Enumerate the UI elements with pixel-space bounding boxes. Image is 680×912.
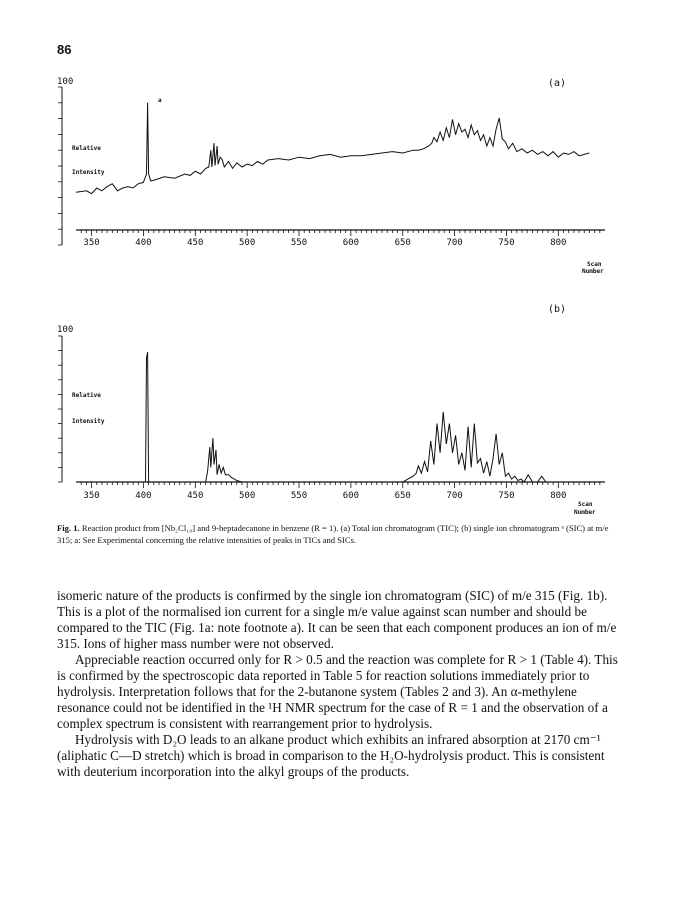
chart-a-trace (76, 103, 589, 194)
chart-b-ylabel-line1: Relative (72, 392, 101, 399)
chart-a-panel-label: (a) (548, 78, 567, 89)
x-tick-label: 350 (83, 491, 100, 501)
figure-caption (57, 522, 625, 546)
x-tick-label: 450 (187, 238, 204, 248)
chart-a-ylabel-line2: Intensity (72, 169, 105, 176)
x-tick-label: 700 (446, 491, 463, 501)
page-number: 86 (57, 42, 72, 57)
chart-b-y-ticks (58, 336, 62, 482)
x-tick-label: 400 (135, 238, 152, 248)
x-tick-label: 650 (394, 491, 411, 501)
chart-b-sic (0, 300, 680, 518)
paragraph-1: isomeric nature of the products is confirmed by the single ion chromatogram (SIC) of m/e 315 (Fig. 1b). This is a plot of the normalised ion current for a single m/e value against scan number and should be compared to the TIC (Fig. 1a: note footnote a). It can be seen that each component produces an ion of m/e 315. Ions of higher mass number were not observed. (57, 588, 617, 651)
x-tick-label: 650 (394, 238, 411, 248)
chart-b-x-tick-labels (83, 491, 566, 501)
figure-caption-text: Reaction product from [Nb₂Cl₁₀] and 9-heptadecanone in benzene (R = 1). (a) Total ion chromatogram (TIC); (b) single ion chromatogram ᵃ (SIC) at m/e 315; a: See Experimental concerning the relative intensities of peaks in TICs and SICs. (57, 523, 609, 545)
chart-b-trace (76, 352, 605, 482)
x-tick-label: 450 (187, 491, 204, 501)
x-tick-label: 500 (239, 238, 256, 248)
x-tick-label: 700 (446, 238, 463, 248)
x-tick-label: 350 (83, 238, 100, 248)
chart-a-y-ticks (58, 87, 62, 245)
chart-a-tic (0, 70, 680, 285)
chart-a-xlabel-line1: Scan (587, 261, 602, 268)
x-tick-label: 800 (550, 491, 567, 501)
chart-a-peak-annotation: a (158, 97, 162, 104)
x-tick-label: 600 (342, 238, 360, 248)
x-tick-label: 550 (290, 238, 308, 248)
chart-b-xlabel-line1: Scan (578, 501, 593, 508)
chart-a-ylabel-line1: Relative (72, 145, 101, 152)
paragraph-2: Appreciable reaction occurred only for R > 0.5 and the reaction was complete for R > 1 (Table 4). This is confirmed by the spectroscopic data reported in Table 5 for reaction solutions immediately prior to hydrolysis. Interpretation follows that for the 2-butanone system (Tables 2 and 3). An α-methylene resonance could not be identified in the ¹H NMR spectrum for the case of R = 1 and the observation of a complex spectrum is consistent with rearrangement prior to hydrolysis. (57, 652, 618, 731)
chart-b-panel-label: (b) (548, 304, 567, 315)
x-tick-label: 600 (342, 491, 360, 501)
chart-b-ylabel-line2: Intensity (72, 418, 105, 425)
chart-b-xlabel-line2: Number (574, 509, 596, 516)
x-tick-label: 550 (290, 491, 308, 501)
chart-a-x-minor-ticks (81, 230, 600, 236)
x-tick-label: 500 (239, 491, 256, 501)
chart-a-y-max-label: 100 (57, 77, 74, 87)
figure-caption-label: Fig. 1. (57, 523, 80, 533)
x-tick-label: 750 (498, 238, 515, 248)
chart-b-x-minor-ticks (81, 482, 600, 488)
chart-a-x-tick-labels (83, 238, 566, 248)
x-tick-label: 800 (550, 238, 567, 248)
body-text (57, 588, 627, 780)
chart-a-xlabel-line2: Number (582, 268, 604, 275)
chart-b-y-max-label: 100 (57, 325, 74, 335)
paragraph-3: Hydrolysis with D₂O leads to an alkane product which exhibits an infrared absorption at 2170 cm⁻¹ (aliphatic C—D stretch) which is broad in comparison to the H₂O-hydrolysis product. This is consistent with deuterium incorporation into the alkyl groups of the products. (57, 732, 605, 779)
x-tick-label: 400 (135, 491, 152, 501)
x-tick-label: 750 (498, 491, 515, 501)
